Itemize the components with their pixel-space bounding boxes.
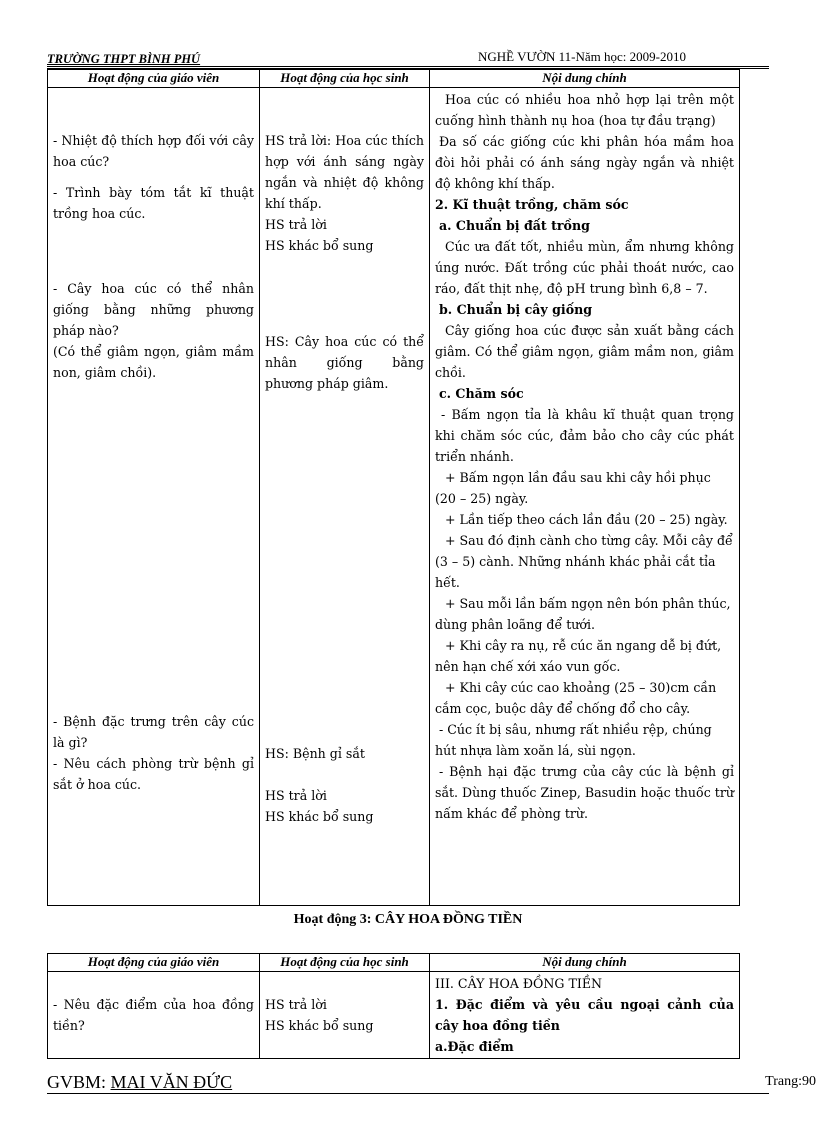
- teacher-question: - Nêu đặc điểm của hoa đồng tiền?: [53, 997, 254, 1033]
- student-answer: HS khác bổ sung: [265, 1018, 374, 1033]
- student-answer: HS khác bổ sung: [265, 238, 374, 253]
- content-paragraph: Hoa cúc có nhiều hoa nhỏ hợp lại trên một cuống hình thành nụ hoa (hoa tự đầu trạng): [435, 92, 734, 128]
- student-answer: HS trả lời: Hoa cúc thích hợp với ánh sáng ngày ngắn và nhiệt độ không khí thấp.: [265, 133, 424, 211]
- footer-label: GVBM:: [47, 1072, 107, 1092]
- student-answer: HS trả lời: [265, 788, 327, 803]
- teacher-question: - Cây hoa cúc có thể nhân giống bằng những phương pháp nào?: [53, 281, 254, 338]
- footer-teacher: [47, 1072, 232, 1093]
- subsection-heading: a.Đặc điểm: [435, 1039, 514, 1054]
- activity-3-title: Hoạt động 3: CÂY HOA ĐỒNG TIỀN: [293, 912, 523, 927]
- teacher-name: MAI VĂN ĐỨC: [110, 1072, 233, 1092]
- table-header-row: [48, 954, 740, 972]
- content-bullet: + Khi cây cúc cao khoảng (25 – 30)cm cần cắm cọc, buộc dây để chống đổ cho cây.: [435, 680, 717, 716]
- teacher-question: - Trình bày tóm tắt kĩ thuật trồng hoa cúc.: [53, 185, 254, 221]
- teacher-note: (Có thể giâm ngọn, giâm mầm non, giâm chồi).: [53, 344, 254, 380]
- content-bullet: + Khi cây ra nụ, rễ cúc ăn ngang dễ bị đứt, nên hạn chế xới xáo vun gốc.: [435, 638, 722, 674]
- student-answer: HS trả lời: [265, 217, 327, 232]
- content-bullet: + Lần tiếp theo cách lần đầu (20 – 25) ngày.: [445, 512, 728, 527]
- footer-divider: [47, 1093, 769, 1094]
- lesson-table-1: [47, 69, 740, 906]
- content-paragraph: Cây giống hoa cúc được sản xuất bằng cách giâm. Có thể giâm ngọn, giâm mầm non, giâm chồi.: [435, 323, 734, 380]
- section-heading: 1. Đặc điểm và yêu cầu ngoại cảnh của cây hoa đồng tiền: [435, 997, 734, 1033]
- page-number: Trang:90: [765, 1074, 816, 1089]
- school-name: TRƯỜNG THPT BÌNH PHÚ: [47, 52, 201, 66]
- table-body-row: [48, 88, 740, 906]
- subsection-heading: c. Chăm sóc: [439, 386, 524, 401]
- content-paragraph: - Bấm ngọn tỉa là khâu kĩ thuật quan trọng khi chăm sóc cúc, đảm bảo cho cây cúc phát triển nhánh.: [435, 407, 734, 464]
- teacher-column: [48, 88, 260, 906]
- content-bullet: + Bấm ngọn lần đầu sau khi cây hồi phục (20 – 25) ngày.: [435, 470, 711, 506]
- header-student: Hoạt động của học sinh: [260, 70, 430, 88]
- content-bullet: + Sau đó định cành cho từng cây. Mỗi cây để (3 – 5) cành. Những nhánh khác phải cắt tỉa hết.: [435, 533, 733, 590]
- header-teacher: Hoạt động của giáo viên: [48, 954, 260, 972]
- content-bullet: + Sau mỗi lần bấm ngọn nên bón phân thúc, dùng phân loãng để tưới.: [435, 596, 731, 632]
- content-paragraph: - Bệnh hại đặc trưng của cây cúc là bệnh gỉ sắt. Dùng thuốc Zinep, Basudin hoặc thuốc trừ nấm khác để phòng trừ.: [435, 764, 734, 821]
- subsection-heading: b. Chuẩn bị cây giống: [439, 302, 593, 317]
- content-column: [430, 972, 740, 1059]
- header-content: Nội dung chính: [430, 70, 740, 88]
- student-column: [260, 88, 430, 906]
- student-answer: HS: Bệnh gỉ sắt: [265, 746, 365, 761]
- content-paragraph: - Cúc ít bị sâu, nhưng rất nhiều rệp, chúng hút nhựa làm xoăn lá, sùi ngọn.: [435, 722, 712, 758]
- teacher-question: - Nhiệt độ thích hợp đối với cây hoa cúc?: [53, 133, 254, 169]
- header-content: Nội dung chính: [430, 954, 740, 972]
- teacher-column: [48, 972, 260, 1059]
- teacher-question: - Bệnh đặc trưng trên cây cúc là gì?: [53, 714, 254, 750]
- student-answer: HS: Cây hoa cúc có thể nhân giống bằng phương pháp giâm.: [265, 334, 424, 391]
- table-header-row: [48, 70, 740, 88]
- student-answer: HS trả lời: [265, 997, 327, 1012]
- student-column: [260, 972, 430, 1059]
- content-paragraph: Cúc ưa đất tốt, nhiều mùn, ẩm nhưng không úng nước. Đất trồng cúc phải thoát nước, cao ráo, đất thịt nhẹ, độ pH trung bình 6,8 – 7.: [435, 239, 734, 296]
- content-paragraph: Đa số các giống cúc khi phân hóa mầm hoa đòi hỏi phải có ánh sáng ngày ngắn và nhiệt độ không khí thấp.: [435, 134, 734, 191]
- section-heading: 2. Kĩ thuật trồng, chăm sóc: [435, 197, 629, 212]
- section-heading: III. CÂY HOA ĐỒNG TIỀN: [435, 976, 603, 991]
- table-body-row: [48, 972, 740, 1059]
- content-column: [430, 88, 740, 906]
- header-teacher: Hoạt động của giáo viên: [48, 70, 260, 88]
- student-answer: HS khác bổ sung: [265, 809, 374, 824]
- header-student: Hoạt động của học sinh: [260, 954, 430, 972]
- subsection-heading: a. Chuẩn bị đất trồng: [439, 218, 590, 233]
- subject-year: NGHỀ VƯỜN 11-Năm học: 2009-2010: [478, 49, 686, 64]
- lesson-table-2: [47, 953, 740, 1059]
- teacher-question: - Nêu cách phòng trừ bệnh gỉ sắt ở hoa cúc.: [53, 756, 254, 792]
